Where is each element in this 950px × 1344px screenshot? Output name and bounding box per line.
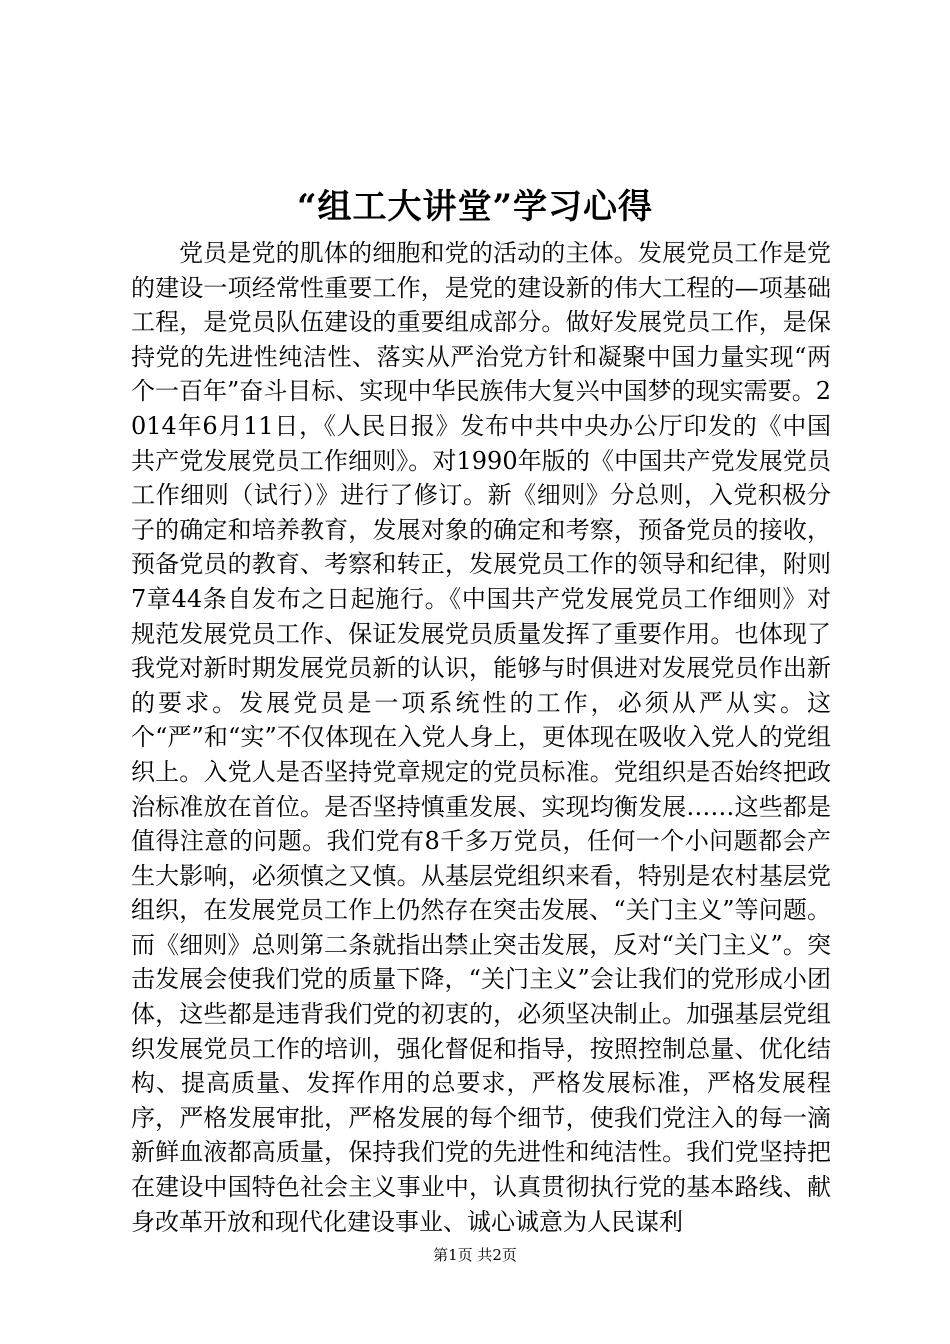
- page-number-footer: 第1页 共2页: [433, 1246, 517, 1264]
- document-title: “组工大讲堂”学习心得: [296, 187, 654, 227]
- document-body-paragraph: 党员是党的肌体的细胞和党的活动的主体。发展党员工作是党的建设一项经常性重要工作，是党的建设新的伟大工程的—项基础工程，是党员队伍建设的重要组成部分。做好发展党员工作，是保持党的先进性纯洁性、落实从严治党方针和凝聚中国力量实现“两个一百年”奋斗目标、实现中华民族伟大复兴中国梦的现实需要。2014年6月11日，《人民日报》发布中共中央办公厅印发的《中国共产党发展党员工作细则》。对1990年版的《中国共产党发展党员工作细则（试行）》进行了修订。新《细则》分总则，入党积极分子的确定和培养教育，发展对象的确定和考察，预备党员的接收，预备党员的教育、考察和转正，发展党员工作的领导和纪律，附则7章44条自发布之日起施行。《中国共产党发展党员工作细则》对规范发展党员工作、保证发展党员质量发挥了重要作用。也体现了我党对新时期发展党员新的认识，能够与时俱进对发展党员作出新的要求。发展党员是一项系统性的工作，必须从严从实。这个“严”和“实”不仅体现在入党人身上，更体现在吸收入党人的党组织上。入党人是否坚持党章规定的党员标准。党组织是否始终把政治标准放在首位。是否坚持慎重发展、实现均衡发展……这些都是值得注意的问题。我们党有8千多万党员，任何一个小问题都会产生大影响，必须慎之又慎。从基层党组织来看，特别是农村基层党组织，在发展党员工作上仍然存在突击发展、“关门主义”等问题。而《细则》总则第二条就指出禁止突击发展，反对“关门主义”。突击发展会使我们党的质量下降，“关门主义”会让我们的党形成小团体，这些都是违背我们党的初衷的，必须坚决制止。加强基层党组织发展党员工作的培训，强化督促和指导，按照控制总量、优化结构、提高质量、发挥作用的总要求，严格发展标准，严格发展程序，严格发展审批，严格发展的每个细节，使我们党注入的每一滴新鲜血液都高质量，保持我们党的先进性和纯洁性。我们党坚持把在建设中国特色社会主义事业中，认真贯彻执行党的基本路线、献身改革开放和现代化建设事业、诚心诚意为人民谋利: [131, 239, 831, 1236]
